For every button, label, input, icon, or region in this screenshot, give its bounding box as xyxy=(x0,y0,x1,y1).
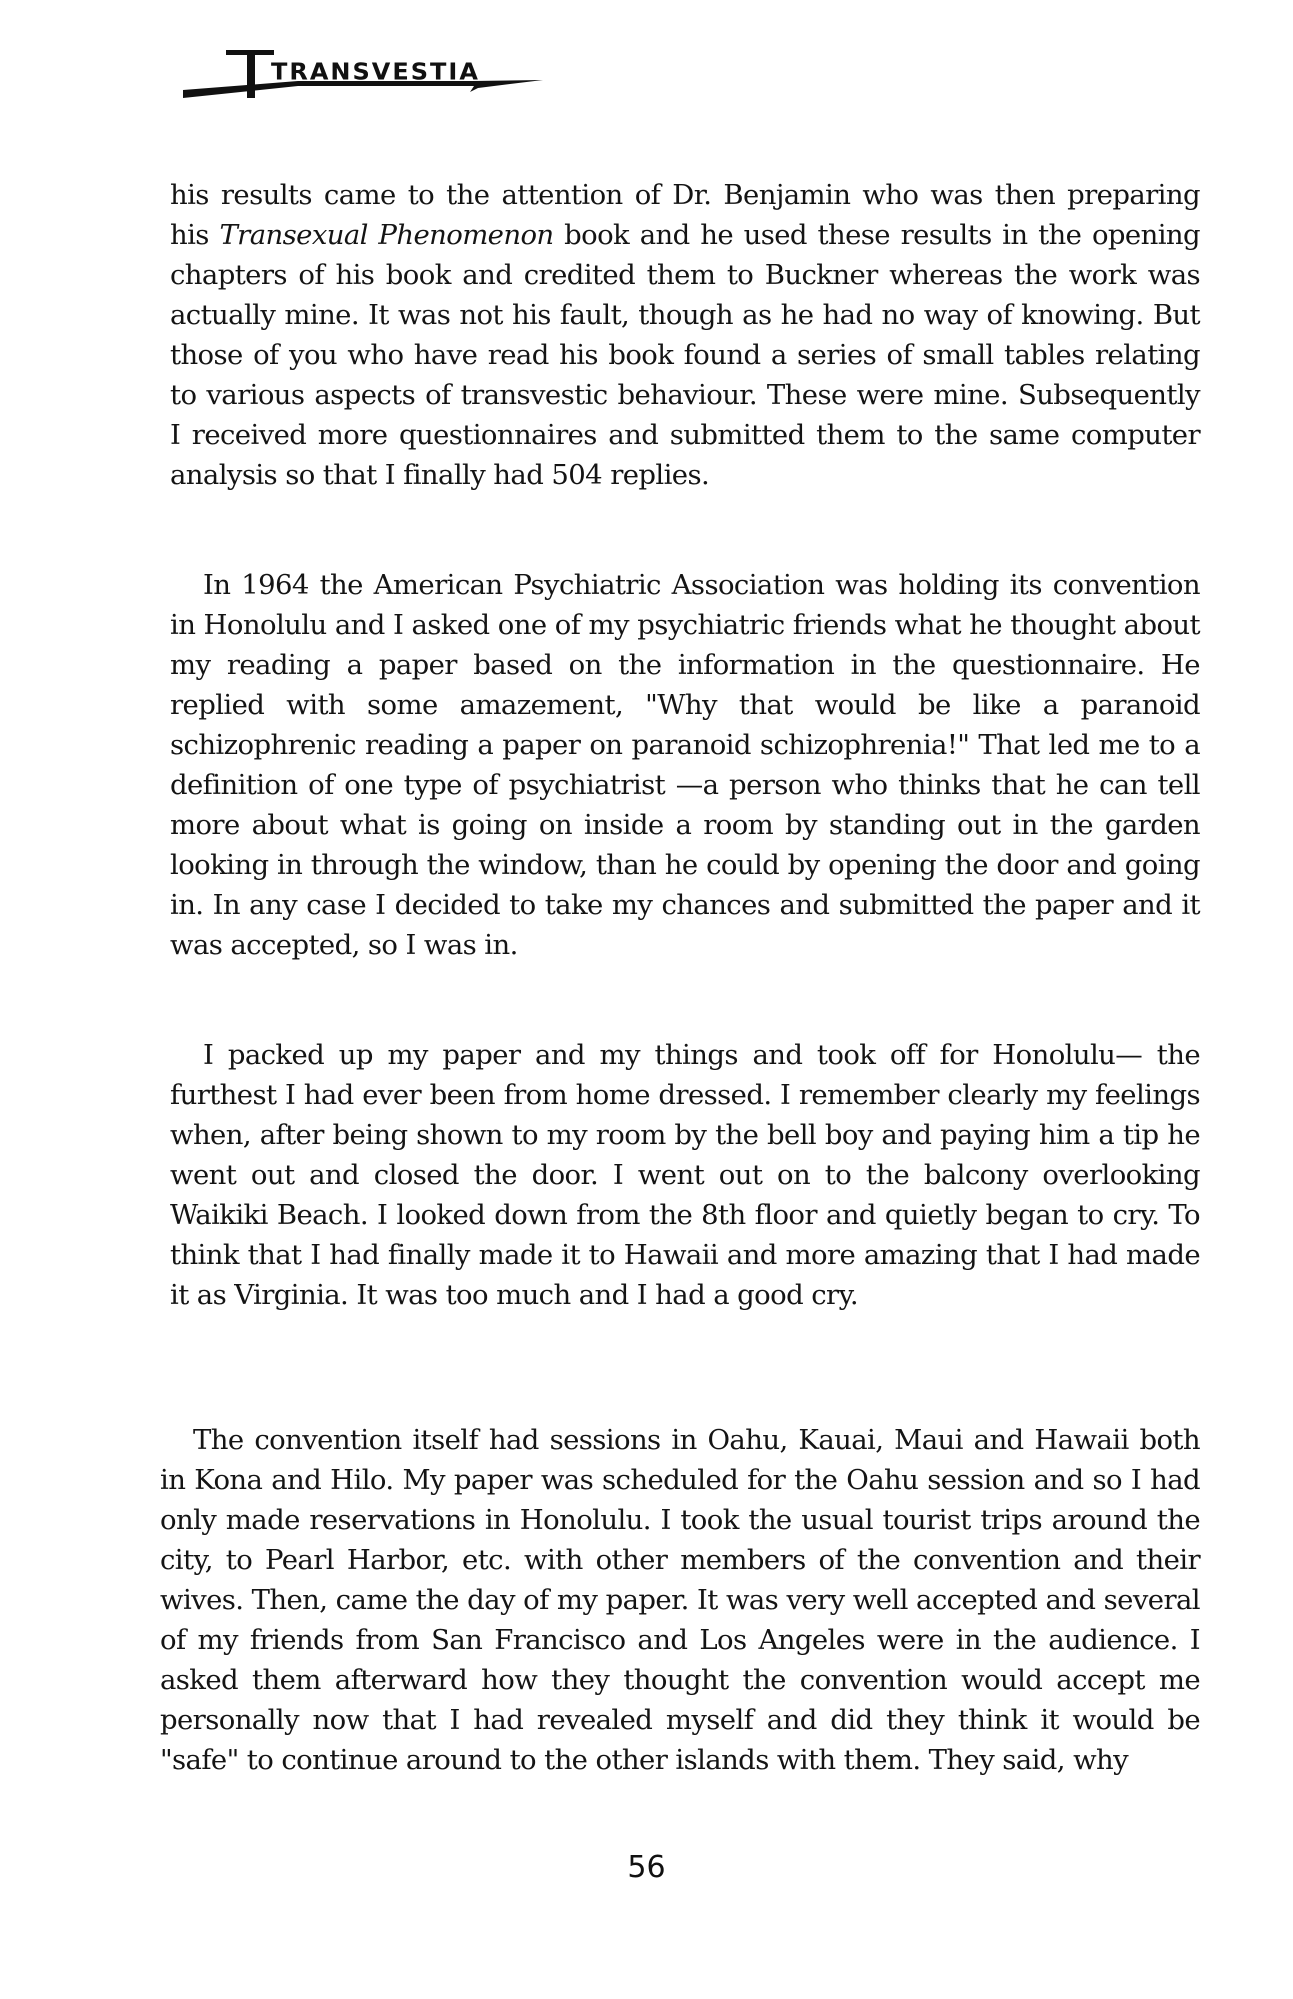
publication-title: TRANSVESTIA xyxy=(271,58,480,86)
paragraph-3 xyxy=(170,1035,1200,1315)
paragraph-text: The convention itself had sessions in Oahu, Kauai, Maui and Hawaii both in Kona and Hilo. My paper was scheduled for the Oahu session and so I had only made reservations in Honolulu. I took the usual tourist trips around the city, to Pearl Harbor, etc. with other members of the convention and their wives. Then, came the day of my paper. It was very well accepted and several of my friends from San Francisco and Los Angeles were in the audience. I asked them afterward how they thought the convention would accept me personally now that I had revealed myself and did they think it would be "safe" to continue around to the other islands with them. They said, why xyxy=(160,1424,1200,1776)
page-number: 56 xyxy=(627,1850,666,1885)
book-title: Transexual Phenomenon xyxy=(219,219,554,251)
masthead xyxy=(178,28,543,98)
paragraph-4 xyxy=(160,1420,1200,1780)
paragraph-1 xyxy=(170,175,1200,495)
paragraph-text: his results came to the attention of Dr. Benjamin who was then preparing his xyxy=(170,179,1200,251)
paragraph-2 xyxy=(170,565,1200,965)
paragraph-text: book and he used these results in the opening chapters of his book and credited them to Buckner whereas the work was actually mine. It was not his fault, though as he had no way of knowing. But those of you who have read his book found a series of small tables relating to various aspects of transvestic behaviour. These were mine. Subsequently I received more questionnaires and submitted them to the same computer analysis so that I finally had 504 replies. xyxy=(170,219,1201,491)
paragraph-text: In 1964 the American Psychiatric Association was holding its convention in Honolulu and I asked one of my psychiatric friends what he thought about my reading a paper based on the information in the questionnaire. He replied with some amazement, "Why that would be like a paranoid schizophrenic reading a paper on paranoid schizophrenia!" That led me to a definition of one type of psychiatrist —a person who thinks that he can tell more about what is going on inside a room by standing out in the garden looking in through the window, than he could by opening the door and going in. In any case I decided to take my chances and submitted the paper and it was accepted, so I was in. xyxy=(170,569,1200,961)
paragraph-text: I packed up my paper and my things and took off for Honolulu— the furthest I had ever been from home dressed. I remember clearly my feelings when, after being shown to my room by the bell boy and paying him a tip he went out and closed the door. I went out on to the balcony overlooking Waikiki Beach. I looked down from the 8th floor and quietly began to cry. To think that I had finally made it to Hawaii and more amazing that I had made it as Virginia. It was too much and I had a good cry. xyxy=(170,1039,1200,1311)
